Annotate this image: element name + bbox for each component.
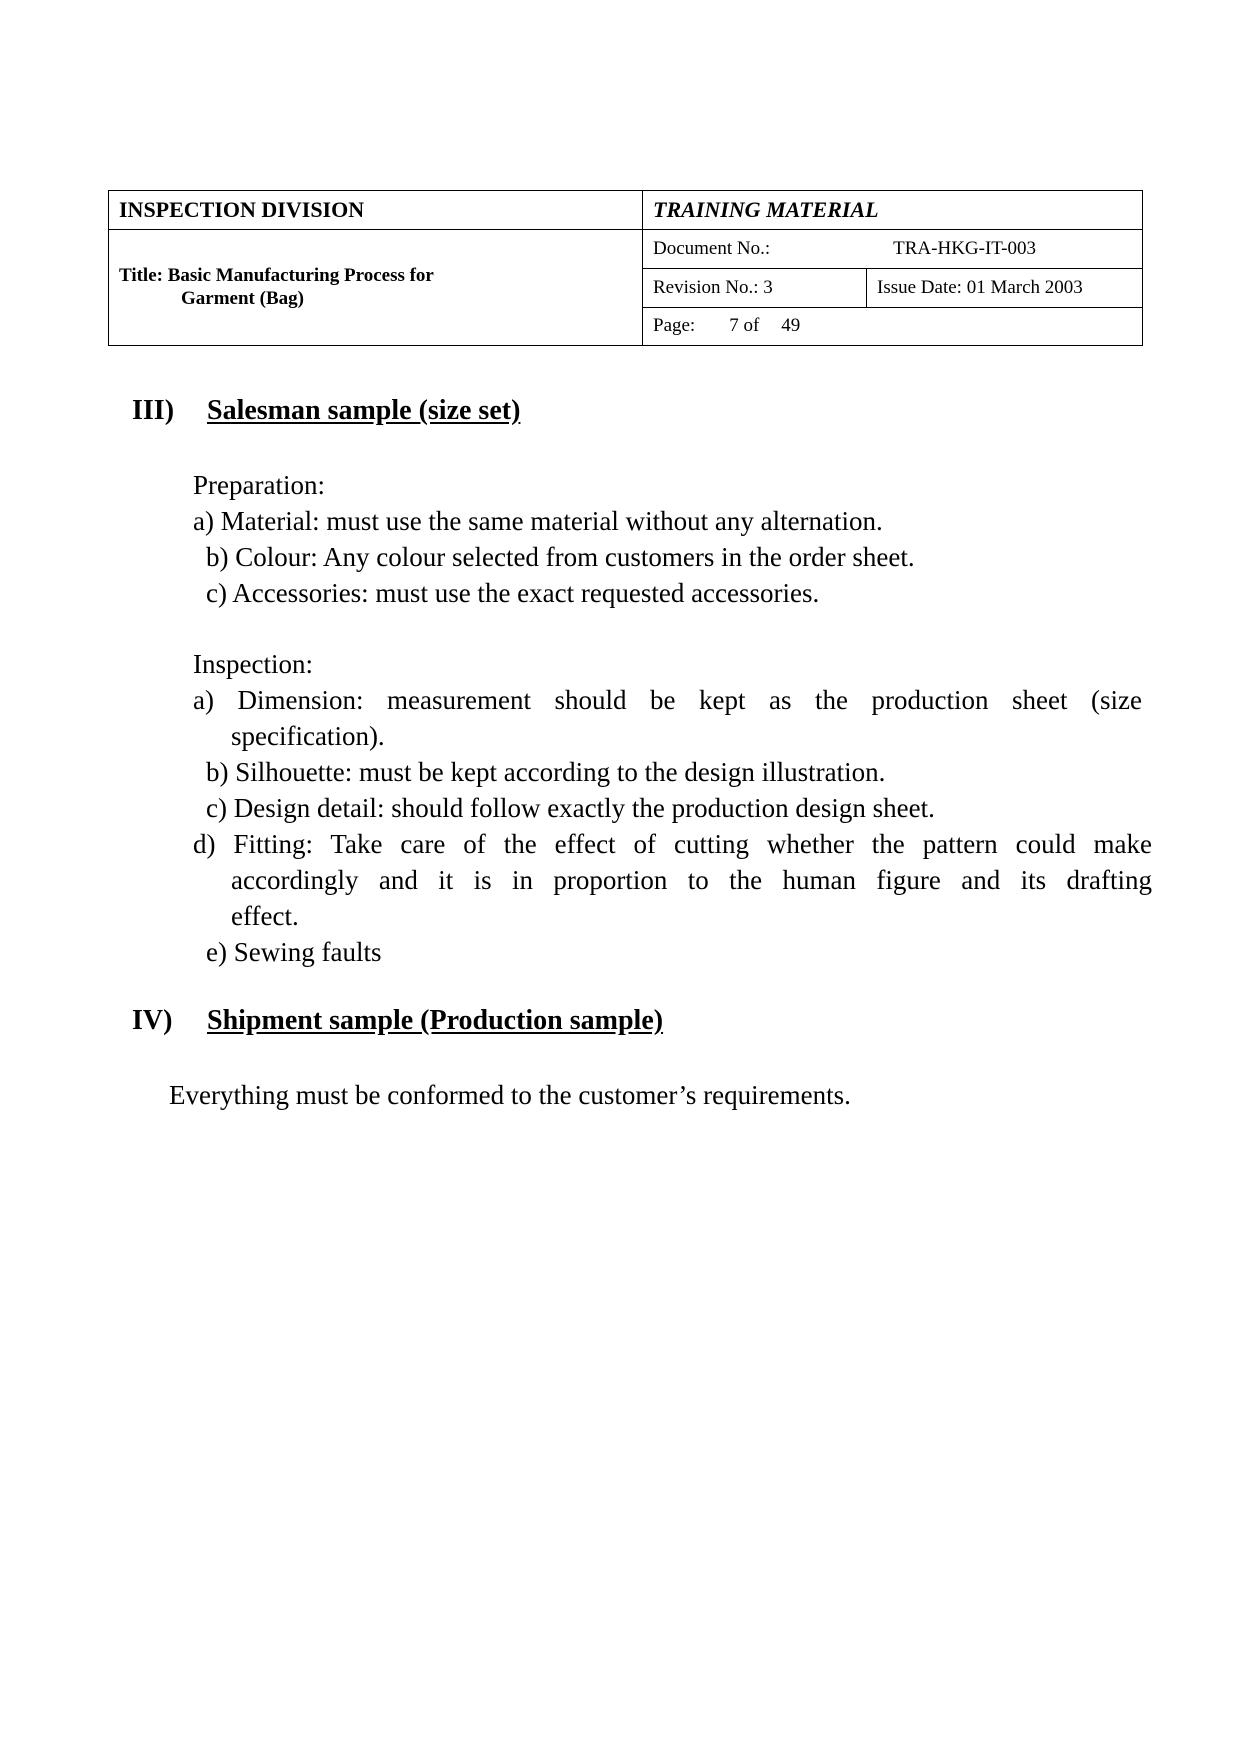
section-4-title: Shipment sample (Production sample) bbox=[207, 1005, 664, 1036]
material-cell bbox=[643, 191, 1143, 230]
material-label: TRAINING MATERIAL bbox=[653, 196, 879, 222]
preparation-item-b: b) Colour: Any colour selected from customers in the order sheet. bbox=[206, 542, 915, 572]
document-no-value: TRA-HKG-IT-003 bbox=[893, 237, 1036, 259]
inspection-item-a-line-1 bbox=[193, 682, 1142, 718]
preparation-item-a: a) Material: must use the same material without any alternation. bbox=[193, 506, 883, 536]
inspection-item-d-text-2: accordingly and it is in proportion to the human figure and its drafting bbox=[231, 865, 1152, 895]
preparation-item-c: c) Accessories: must use the exact requested accessories. bbox=[206, 578, 820, 608]
inspection-item-a-line-2: specification). bbox=[231, 721, 385, 751]
section-4-heading bbox=[0, 1005, 1241, 1045]
section-3-title: Salesman sample (size set) bbox=[207, 395, 521, 426]
section-3-heading bbox=[0, 395, 1241, 435]
page-cell bbox=[643, 308, 1143, 346]
inspection-item-a-text-1: a) Dimension: measurement should be kept as the production sheet (size bbox=[193, 685, 1142, 715]
section-4-body: Everything must be conformed to the customer’s requirements. bbox=[169, 1080, 851, 1110]
document-no-cell bbox=[643, 230, 1143, 269]
title-cell bbox=[109, 230, 643, 346]
document-header-table bbox=[108, 190, 1143, 346]
inspection-item-c: c) Design detail: should follow exactly the production design sheet. bbox=[206, 793, 935, 823]
revision-label: Revision No.: 3 bbox=[653, 276, 773, 298]
division-cell bbox=[109, 191, 643, 230]
inspection-item-d-line-1 bbox=[193, 826, 1152, 862]
page-label: Page: bbox=[653, 315, 696, 337]
inspection-item-e: e) Sewing faults bbox=[206, 937, 382, 967]
section-3-number: III) bbox=[132, 395, 175, 426]
inspection-item-d-line-3: effect. bbox=[231, 901, 299, 931]
inspection-item-b: b) Silhouette: must be kept according to the design illustration. bbox=[206, 757, 886, 787]
inspection-heading: Inspection: bbox=[193, 649, 313, 679]
issue-date-label: Issue Date: 01 March 2003 bbox=[877, 276, 1083, 298]
preparation-heading: Preparation: bbox=[193, 470, 325, 500]
title-line-2: Garment (Bag) bbox=[181, 287, 304, 309]
revision-cell bbox=[643, 269, 867, 308]
document-no-label: Document No.: bbox=[653, 237, 771, 259]
inspection-item-d-text-1: d) Fitting: Take care of the effect of cutting whether the pattern could make bbox=[193, 829, 1152, 859]
page-current: 7 of bbox=[729, 315, 760, 337]
inspection-item-d-line-2 bbox=[231, 862, 1152, 898]
division-label: INSPECTION DIVISION bbox=[119, 196, 365, 222]
section-4-number: IV) bbox=[132, 1005, 173, 1036]
issue-date-cell bbox=[867, 269, 1143, 308]
page-total: 49 bbox=[781, 315, 801, 337]
title-line-1: Title: Basic Manufacturing Process for bbox=[119, 264, 434, 286]
